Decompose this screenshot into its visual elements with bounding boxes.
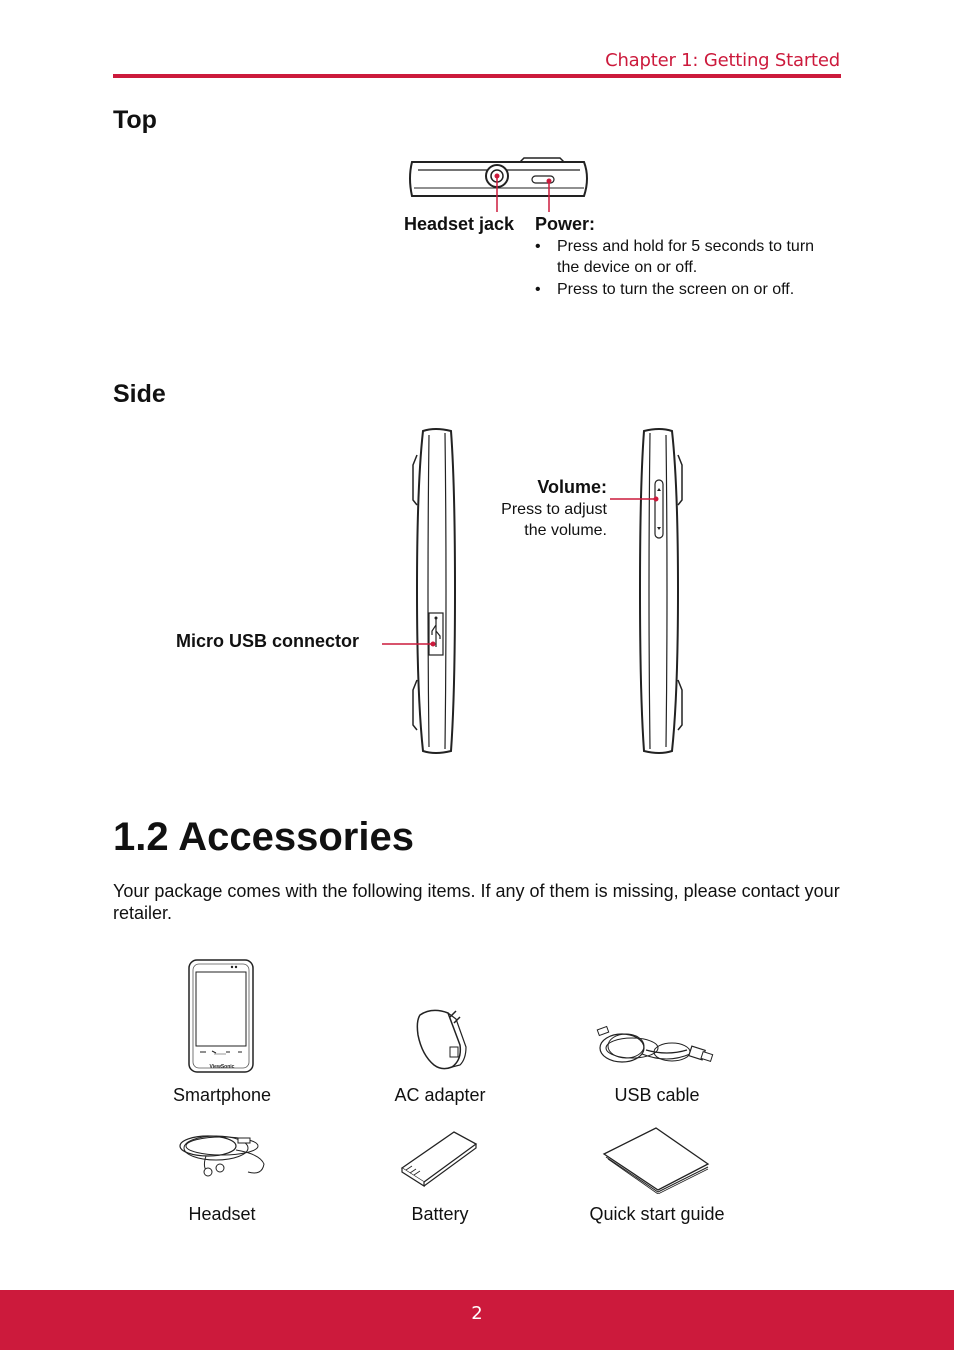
headset-icon [176,1128,268,1180]
accessory-label-quick-start-guide: Quick start guide [589,1204,725,1224]
chapter-header: Chapter 1: Getting Started [605,50,840,71]
accessory-label-usb-cable: USB cable [614,1085,700,1105]
phone-brand-mark: ViewSonic [209,1064,235,1070]
accessory-label-ac-adapter: AC adapter [394,1085,486,1105]
volume-label: Volume: [537,477,607,497]
top-heading: Top [113,106,157,134]
power-bullet-1: • Press and hold for 5 seconds to turn the device on or off. [535,238,815,276]
power-label: Power: [535,214,596,234]
accessories-intro: Your package comes with the following items. If any of them is missing, please contact your retailer. [113,881,840,923]
ac-adapter-icon [412,1005,468,1071]
micro-usb-label: Micro USB connector [176,631,360,651]
headset-jack-label: Headset jack [404,214,515,234]
side-heading: Side [113,380,166,408]
page-number: 2 [471,1303,483,1324]
battery-icon [398,1128,480,1188]
smartphone-icon [186,958,258,1076]
accessories-title: 1.2 Accessories [113,815,414,859]
power-bullet-2: • Press to turn the screen on or off. [535,281,795,298]
volume-desc-line2: the volume. [524,522,607,539]
accessory-label-battery: Battery [411,1204,469,1224]
accessory-label-smartphone: Smartphone [172,1085,272,1105]
quick-start-guide-icon [600,1126,712,1194]
volume-desc-line1: Press to adjust [501,501,607,518]
usb-cable-icon [592,1020,720,1074]
accessory-label-headset: Headset [188,1204,256,1224]
